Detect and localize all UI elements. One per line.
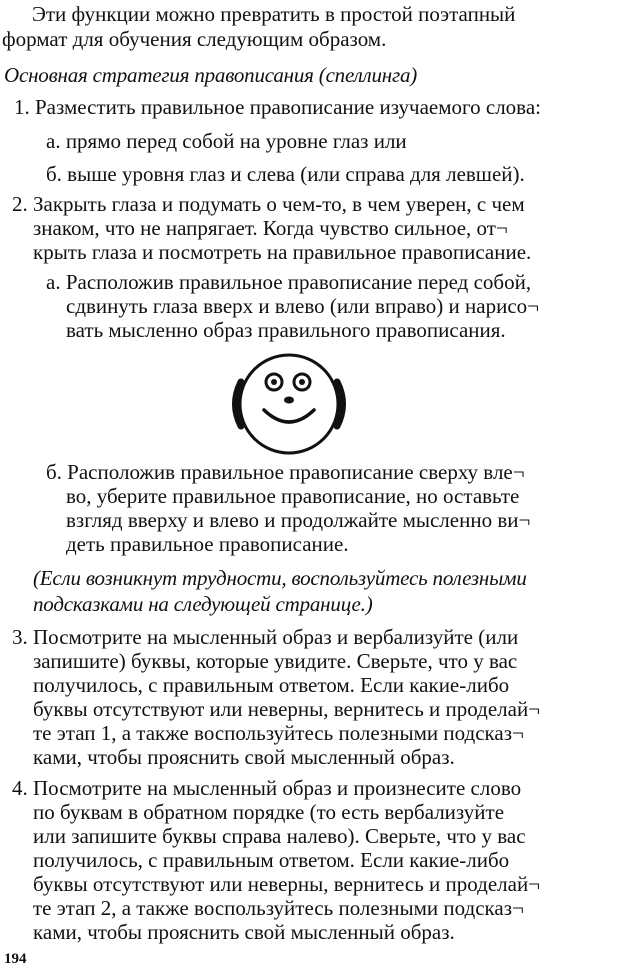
step-4-line-2: по буквам в обратном порядке (то есть вербализуйте: [33, 800, 505, 824]
step-3-line-2: запишите) буквы, которые увидите. Сверьте, что у вас: [33, 649, 518, 673]
step-2-line-2: знаком, что не напрягает. Когда чувство сильное, от¬: [33, 216, 508, 240]
step-2-a-line-3: вать мысленно образ правильного правописания.: [66, 318, 506, 342]
intro-line-1: Эти функции можно превратить в простой поэтапный: [32, 2, 516, 26]
step-2-a-line-1: а. Расположив правильное правописание перед собой,: [46, 270, 532, 294]
step-3-line-6: ками, чтобы прояснить свой мысленный образ.: [33, 745, 455, 769]
step-2-b-line-4: деть правильное правописание.: [66, 532, 349, 556]
page-number: 194: [4, 951, 27, 967]
step-2-b-line-3: взгляд вверху и влево и продолжайте мысленно ви¬: [66, 508, 531, 532]
step-4-line-6: те этап 2, а также воспользуйтесь полезными подсказ¬: [33, 896, 524, 920]
step-2-line-1: 2. Закрыть глаза и подумать о чем-то, в чем уверен, с чем: [12, 192, 525, 216]
intro-line-2: формат для обучения следующим образом.: [2, 27, 387, 51]
step-1-a: а. прямо перед собой на уровне глаз или: [46, 129, 407, 153]
step-1: 1. Разместить правильное правописание изучаемого слова:: [14, 95, 541, 119]
step-3-line-4: буквы отсутствуют или неверны, вернитесь и проделай¬: [33, 697, 541, 721]
step-4-line-3: или запишите буквы справа налево). Сверьте, что у вас: [33, 824, 526, 848]
step-4-line-7: ками, чтобы прояснить свой мысленный образ.: [33, 920, 455, 944]
step-2-line-3: крыть глаза и посмотреть на правильное правописание.: [33, 240, 532, 264]
step-2-b-line-2: во, уберите правильное правописание, но оставьте: [66, 484, 520, 508]
step-4-line-5: буквы отсутствуют или неверны, вернитесь и проделай¬: [33, 872, 541, 896]
step-2-a-line-2: сдвинуть глаза вверх и влево (или вправо) и нарисо¬: [66, 294, 539, 318]
note-line-1: (Если возникнут трудности, воспользуйтесь полезными: [33, 566, 527, 590]
step-4-line-1: 4. Посмотрите на мысленный образ и произнесите слово: [12, 776, 522, 800]
step-4-line-4: получилось, с правильным ответом. Если какие-либо: [33, 848, 510, 872]
step-3-line-3: получилось, с правильным ответом. Если какие-либо: [33, 673, 510, 697]
step-2-b-line-1: б. Расположив правильное правописание сверху вле¬: [46, 460, 525, 484]
step-3-line-5: те этап 1, а также воспользуйтесь полезными подсказ¬: [33, 721, 524, 745]
step-3-line-1: 3. Посмотрите на мысленный образ и вербализуйте (или: [12, 625, 519, 649]
note-line-2: подсказками на следующей странице.): [33, 592, 373, 616]
smiley-face-with-headphones-icon: [226, 352, 352, 456]
step-1-b: б. выше уровня глаз и слева (или справа для левшей).: [46, 162, 525, 186]
section-heading: Основная стратегия правописания (спеллинга): [4, 63, 418, 87]
